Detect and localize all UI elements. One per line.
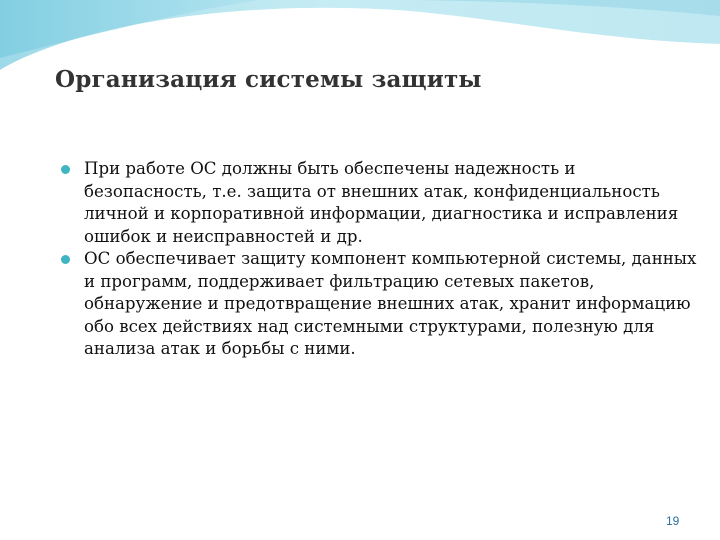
bullet-item (60, 248, 700, 361)
slide-title: Организация системы защиты (55, 66, 482, 93)
header-wave-decoration (0, 0, 720, 120)
bullet-text: ОС обеспечивает защиту компонент компьютерной системы, данных и программ, поддерживает фильтрацию сетевых пакетов, обнаружение и предотвращение внешних атак, хранит информацию обо всех действиях над системными структурами, полезную для анализа атак и борьбы с ними. (84, 249, 697, 358)
bullet-item (60, 158, 700, 248)
bullet-list (60, 158, 700, 361)
bullet-text: При работе ОС должны быть обеспечены надежность и безопасность, т.е. защита от внешних атак, конфиденциальность личной и корпоративной информации, диагностика и исправления ошибок и неисправностей и др. (84, 159, 679, 246)
bullet-dot-icon (61, 165, 70, 174)
bullet-dot-icon (61, 255, 70, 264)
page-number: 19 (666, 514, 680, 528)
